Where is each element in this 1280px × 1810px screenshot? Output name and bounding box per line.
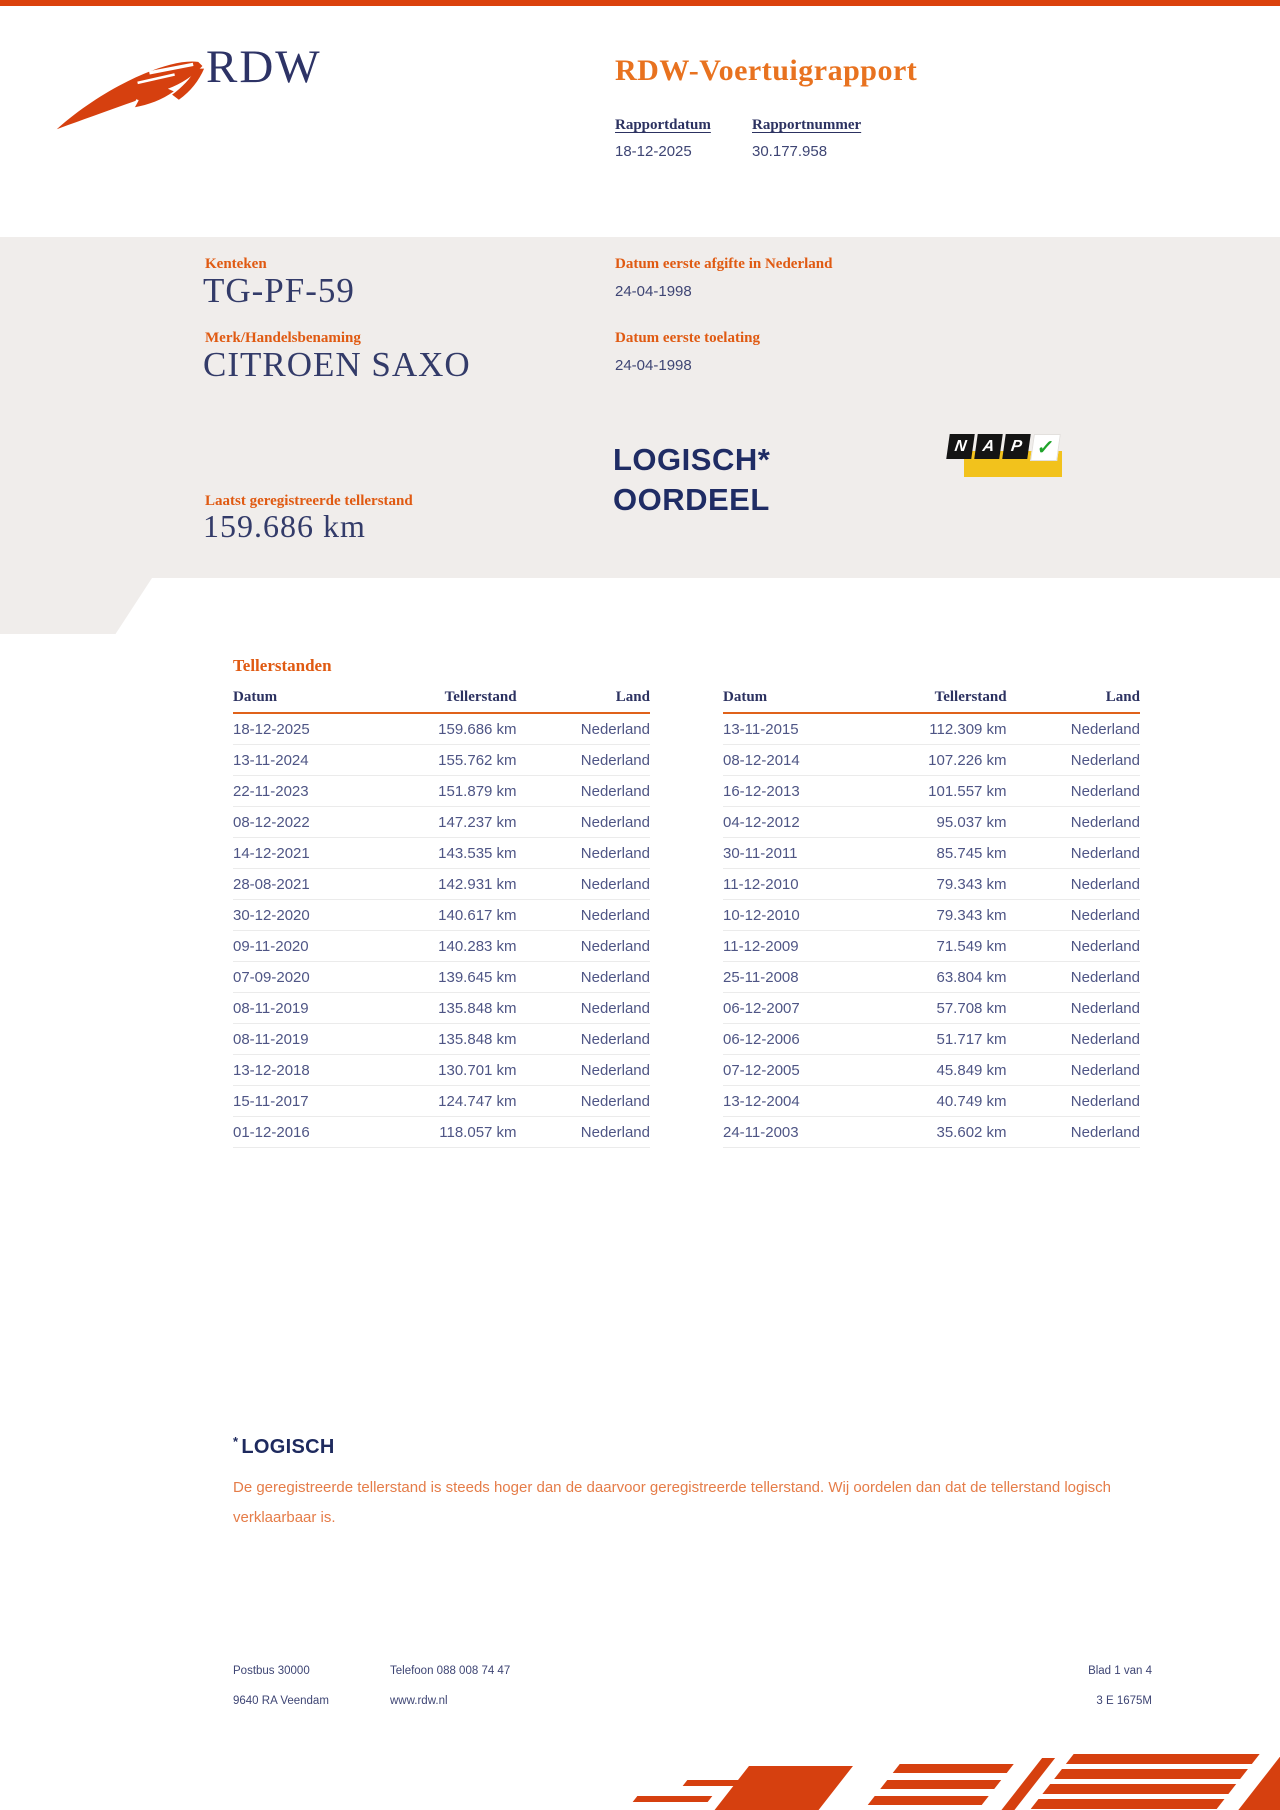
report-meta <box>615 117 861 160</box>
table-row <box>723 900 1140 931</box>
footer-plaats: 9640 RA Veendam <box>233 1695 329 1707</box>
footer-pagination <box>1088 1656 1152 1716</box>
cell-tellerstand: 57.708 km <box>877 993 1006 1024</box>
column-header-land: Land <box>1007 689 1140 713</box>
cell-datum: 14-12-2021 <box>233 838 387 869</box>
table-row <box>723 993 1140 1024</box>
table-row <box>233 713 650 745</box>
cell-tellerstand: 63.804 km <box>877 962 1006 993</box>
footer-formuliernummer: 3 E 1675M <box>1096 1695 1152 1707</box>
cell-land: Nederland <box>1007 1117 1140 1148</box>
table-row <box>233 931 650 962</box>
cell-datum: 22-11-2023 <box>233 776 387 807</box>
column-header-land: Land <box>517 689 650 713</box>
cell-datum: 06-12-2006 <box>723 1024 877 1055</box>
footer-website: www.rdw.nl <box>390 1695 448 1707</box>
cell-land: Nederland <box>1007 900 1140 931</box>
eerste-afgifte-label: Datum eerste afgifte in Nederland <box>615 256 833 272</box>
cell-datum: 08-12-2014 <box>723 745 877 776</box>
footer-postbus: Postbus 30000 <box>233 1665 310 1677</box>
cell-datum: 08-11-2019 <box>233 993 387 1024</box>
table-row <box>233 1055 650 1086</box>
table-row <box>723 931 1140 962</box>
oordeel-word: LOGISCH* <box>613 442 771 477</box>
cell-land: Nederland <box>1007 1024 1140 1055</box>
kenteken-value: TG-PF-59 <box>203 271 355 310</box>
table-row <box>233 1117 650 1148</box>
nap-logo <box>948 434 1068 480</box>
table-row <box>723 1055 1140 1086</box>
logisch-explanation <box>233 1434 1181 1533</box>
table-row <box>723 1024 1140 1055</box>
cell-land: Nederland <box>1007 993 1140 1024</box>
cell-land: Nederland <box>517 1086 650 1117</box>
column-header-tellerstand: Tellerstand <box>877 689 1006 713</box>
cell-tellerstand: 130.701 km <box>387 1055 516 1086</box>
cell-land: Nederland <box>517 1117 650 1148</box>
column-header-tellerstand: Tellerstand <box>387 689 516 713</box>
table-row <box>723 713 1140 745</box>
table-row <box>723 1117 1140 1148</box>
cell-land: Nederland <box>517 993 650 1024</box>
cell-datum: 13-11-2024 <box>233 745 387 776</box>
rdw-logo-text: RDW <box>206 41 322 93</box>
table-row <box>233 962 650 993</box>
cell-land: Nederland <box>1007 869 1140 900</box>
cell-land: Nederland <box>1007 931 1140 962</box>
cell-datum: 24-11-2003 <box>723 1117 877 1148</box>
cell-tellerstand: 40.749 km <box>877 1086 1006 1117</box>
eerste-toelating-label: Datum eerste toelating <box>615 330 760 346</box>
cell-datum: 13-11-2015 <box>723 713 877 745</box>
table-row <box>233 776 650 807</box>
panel-corner-tab <box>0 578 152 634</box>
cell-land: Nederland <box>517 1055 650 1086</box>
cell-datum: 01-12-2016 <box>233 1117 387 1148</box>
cell-tellerstand: 135.848 km <box>387 993 516 1024</box>
table-row <box>723 745 1140 776</box>
table-row <box>233 838 650 869</box>
cell-datum: 07-09-2020 <box>233 962 387 993</box>
cell-land: Nederland <box>1007 713 1140 745</box>
cell-tellerstand: 71.549 km <box>877 931 1006 962</box>
cell-land: Nederland <box>517 713 650 745</box>
cell-datum: 11-12-2010 <box>723 869 877 900</box>
cell-tellerstand: 135.848 km <box>387 1024 516 1055</box>
cell-tellerstand: 85.745 km <box>877 838 1006 869</box>
table-row <box>723 807 1140 838</box>
cell-tellerstand: 95.037 km <box>877 807 1006 838</box>
table-row <box>233 1024 650 1055</box>
table-row <box>233 993 650 1024</box>
table-row <box>723 962 1140 993</box>
logisch-body-text: De geregistreerde tellerstand is steeds hoger dan de daarvoor geregistreerde tellerstand. Wij oordelen dan dat de tellerstand logisch verklaarbaar is. <box>233 1479 1112 1526</box>
table-row <box>723 1086 1140 1117</box>
cell-tellerstand: 159.686 km <box>387 713 516 745</box>
cell-land: Nederland <box>517 869 650 900</box>
cell-tellerstand: 151.879 km <box>387 776 516 807</box>
cell-land: Nederland <box>517 962 650 993</box>
table-row <box>723 838 1140 869</box>
cell-land: Nederland <box>517 1024 650 1055</box>
cell-tellerstand: 118.057 km <box>387 1117 516 1148</box>
cell-datum: 09-11-2020 <box>233 931 387 962</box>
report-date-label: Rapportdatum <box>615 117 711 133</box>
column-header-datum: Datum <box>723 689 877 713</box>
tellerstanden-table-right <box>723 689 1140 1148</box>
cell-tellerstand: 101.557 km <box>877 776 1006 807</box>
rdw-feather-logo-icon <box>50 50 210 136</box>
logisch-heading-star: * <box>233 1434 239 1449</box>
top-accent-bar <box>0 0 1280 6</box>
cell-tellerstand: 79.343 km <box>877 900 1006 931</box>
cell-tellerstand: 79.343 km <box>877 869 1006 900</box>
cell-datum: 08-12-2022 <box>233 807 387 838</box>
cell-land: Nederland <box>1007 962 1140 993</box>
logisch-heading-text: LOGISCH <box>241 1436 335 1458</box>
table-row <box>723 776 1140 807</box>
cell-tellerstand: 139.645 km <box>387 962 516 993</box>
cell-tellerstand: 140.617 km <box>387 900 516 931</box>
cell-land: Nederland <box>517 931 650 962</box>
laatste-tellerstand-value: 159.686 km <box>203 508 366 544</box>
nap-letter-tile: A <box>974 434 1003 459</box>
table-row <box>233 869 650 900</box>
tellerstanden-heading: Tellerstanden <box>233 656 332 675</box>
cell-datum: 10-12-2010 <box>723 900 877 931</box>
table-header-row <box>723 689 1140 713</box>
cell-datum: 18-12-2025 <box>233 713 387 745</box>
cell-datum: 28-08-2021 <box>233 869 387 900</box>
cell-land: Nederland <box>1007 1086 1140 1117</box>
cell-land: Nederland <box>517 776 650 807</box>
table-header-row <box>233 689 650 713</box>
eerste-toelating-value: 24-04-1998 <box>615 357 692 374</box>
cell-tellerstand: 147.237 km <box>387 807 516 838</box>
cell-tellerstand: 45.849 km <box>877 1055 1006 1086</box>
cell-land: Nederland <box>517 807 650 838</box>
cell-tellerstand: 51.717 km <box>877 1024 1006 1055</box>
kenteken-label: Kenteken <box>205 256 267 272</box>
table-row <box>723 869 1140 900</box>
cell-datum: 11-12-2009 <box>723 931 877 962</box>
cell-tellerstand: 140.283 km <box>387 931 516 962</box>
cell-tellerstand: 143.535 km <box>387 838 516 869</box>
cell-datum: 25-11-2008 <box>723 962 877 993</box>
cell-tellerstand: 155.762 km <box>387 745 516 776</box>
cell-land: Nederland <box>517 745 650 776</box>
cell-datum: 08-11-2019 <box>233 1024 387 1055</box>
merk-value: CITROEN SAXO <box>203 345 471 384</box>
footer-blad: Blad 1 van 4 <box>1088 1665 1152 1677</box>
cell-tellerstand: 112.309 km <box>877 713 1006 745</box>
table-row <box>233 1086 650 1117</box>
nap-letter-tile: N <box>946 434 975 459</box>
bottom-stripes-decoration-icon <box>625 1744 1280 1810</box>
cell-tellerstand: 142.931 km <box>387 869 516 900</box>
cell-land: Nederland <box>1007 838 1140 869</box>
merk-label: Merk/Handelsbenaming <box>205 330 361 346</box>
laatste-tellerstand-label: Laatst geregistreerde tellerstand <box>205 493 413 509</box>
report-number-value: 30.177.958 <box>752 143 828 160</box>
cell-tellerstand: 124.747 km <box>387 1086 516 1117</box>
cell-land: Nederland <box>1007 745 1140 776</box>
cell-land: Nederland <box>517 900 650 931</box>
cell-datum: 13-12-2018 <box>233 1055 387 1086</box>
footer-contact <box>390 1656 510 1716</box>
cell-tellerstand: 35.602 km <box>877 1117 1006 1148</box>
eerste-afgifte-value: 24-04-1998 <box>615 283 692 300</box>
report-number-label: Rapportnummer <box>752 117 862 133</box>
nap-letter-tile: P <box>1002 434 1031 459</box>
cell-land: Nederland <box>1007 807 1140 838</box>
tellerstanden-section <box>233 656 1143 1148</box>
cell-datum: 30-11-2011 <box>723 838 877 869</box>
cell-datum: 13-12-2004 <box>723 1086 877 1117</box>
oordeel-verdict <box>613 440 770 520</box>
cell-datum: 06-12-2007 <box>723 993 877 1024</box>
cell-tellerstand: 107.226 km <box>877 745 1006 776</box>
cell-land: Nederland <box>1007 776 1140 807</box>
oordeel-label: OORDEEL <box>613 482 770 517</box>
cell-land: Nederland <box>1007 1055 1140 1086</box>
table-row <box>233 745 650 776</box>
footer-telefoon: Telefoon 088 008 74 47 <box>390 1665 511 1677</box>
report-date-value: 18-12-2025 <box>615 143 692 160</box>
cell-datum: 04-12-2012 <box>723 807 877 838</box>
table-row <box>233 900 650 931</box>
nap-checkmark-icon: ✓ <box>1030 434 1061 461</box>
vehicle-summary-panel <box>0 237 1280 578</box>
cell-datum: 07-12-2005 <box>723 1055 877 1086</box>
document-title: RDW-Voertuigrapport <box>615 54 918 87</box>
column-header-datum: Datum <box>233 689 387 713</box>
cell-datum: 15-11-2017 <box>233 1086 387 1117</box>
logisch-heading <box>233 1434 1181 1459</box>
tellerstanden-table-left <box>233 689 650 1148</box>
table-row <box>233 807 650 838</box>
cell-datum: 30-12-2020 <box>233 900 387 931</box>
cell-land: Nederland <box>517 838 650 869</box>
cell-datum: 16-12-2013 <box>723 776 877 807</box>
footer-address <box>233 1656 329 1716</box>
